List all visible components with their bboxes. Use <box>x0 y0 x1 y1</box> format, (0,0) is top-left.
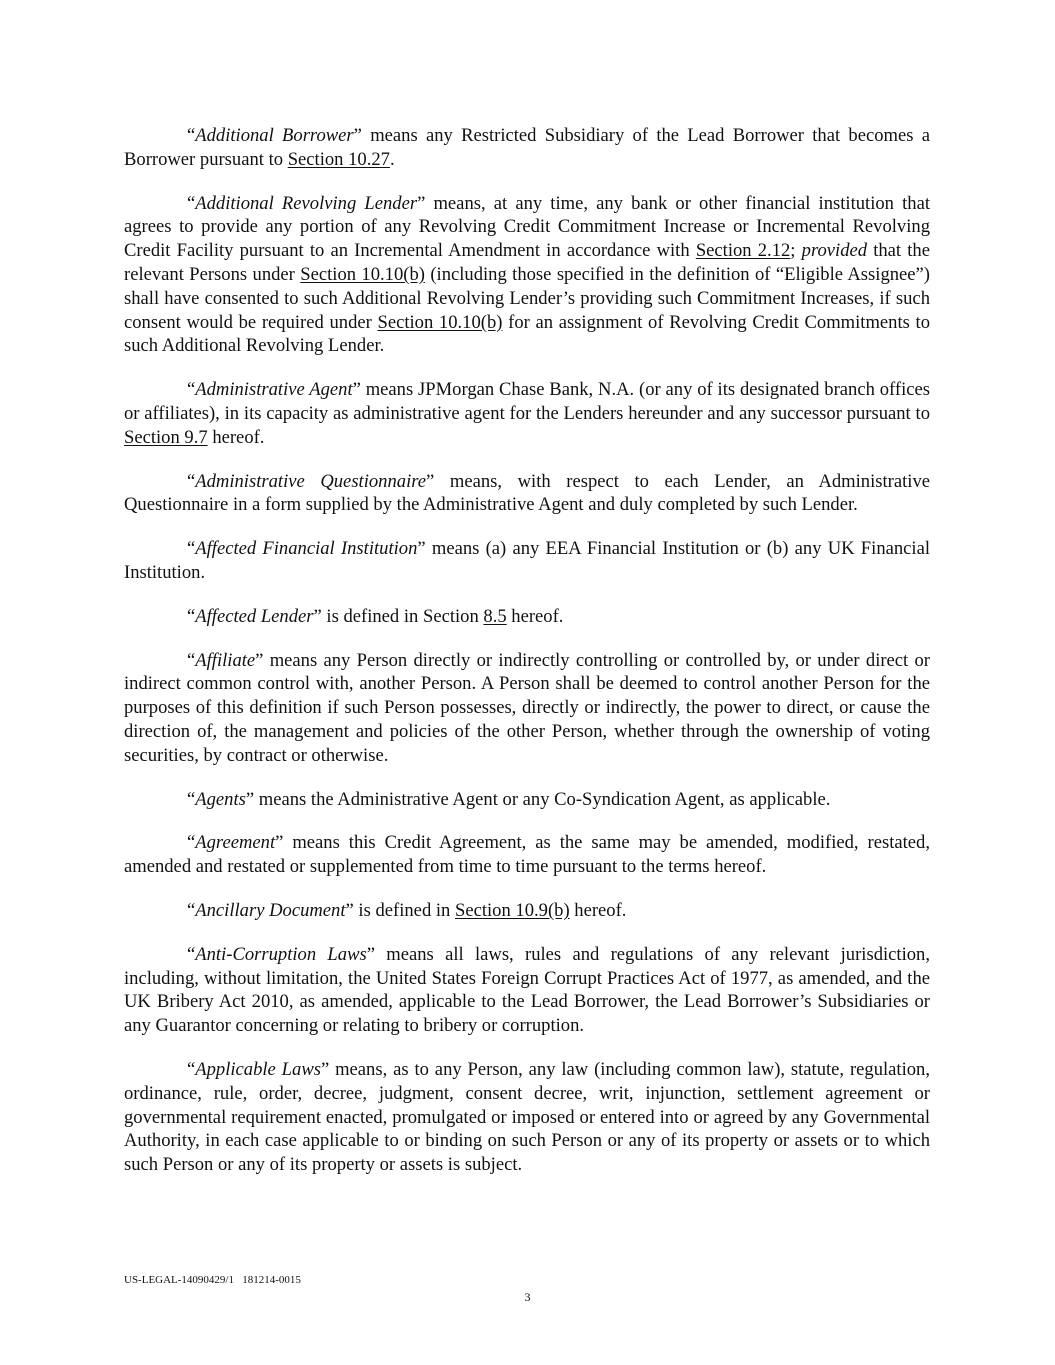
defined-term: Administrative Questionnaire <box>195 470 427 492</box>
definition-text: ” is defined in <box>345 899 455 921</box>
defined-term: Affiliate <box>195 649 256 671</box>
definition-text: ” means, as to any Person, any law (including common law), statute, regulation, ordinance, rule, order, decree, judgment, consent decree, writ, injunction, settlement agreement or governmental requirement enacted, promulgated or imposed or entered into or agreed by any Governmental Authority, in each case applicable to or binding on such Person or any of its property or assets or to which such Person or any of its property or assets is subject. <box>124 1058 930 1176</box>
definition-ancillary-document <box>124 899 930 923</box>
emphasis-text: provided <box>801 240 868 262</box>
definition-affiliate <box>124 649 930 768</box>
definition-text: ” means any Restricted Subsidiary of the Lead Borrower that becomes a Borrower pursuant to <box>124 125 930 170</box>
definition-text: (including those specified in the definition of “Eligible Assignee”) shall have consented to such Additional Revolving Lender’s providing such Commitment Increases, if such consent would be required under <box>124 263 930 333</box>
definition-text: “ <box>187 832 196 854</box>
definition-text: ; <box>790 240 802 262</box>
definition-text: “ <box>187 788 196 810</box>
definition-text: ” means all laws, rules and regulations of any relevant jurisdiction, including, without limitation, the United States Foreign Corrupt Practices Act of 1977, as amended, and the UK Bribery Act 2010, as amended, applicable to the Lead Borrower, the Lead Borrower’s Subsidiaries or any Guarantor concerning or relating to bribery or corruption. <box>124 943 930 1037</box>
section-reference: Section 9.7 <box>124 426 208 448</box>
page-number: 3 <box>524 1290 531 1304</box>
section-reference: Section 10.9(b) <box>455 899 570 921</box>
definition-text: ” means (a) any EEA Financial Institution or (b) any UK Financial Institution. <box>124 538 931 583</box>
definition-text: for an assignment of Revolving Credit Commitments to such Additional Revolving Lender. <box>124 311 930 357</box>
definition-text: “ <box>187 649 196 671</box>
definition-text: ” means, at any time, any bank or other financial institution that agrees to provide any portion of any Revolving Credit Commitment Increase or Incremental Revolving Credit Facility pursuant to an Incremental Amendment in accordance with <box>124 192 930 262</box>
definition-text: “ <box>187 538 196 560</box>
definition-text: hereof. <box>207 426 265 448</box>
section-reference: 8.5 <box>483 605 507 627</box>
definition-affected-financial-institution <box>124 537 930 585</box>
definition-text: hereof. <box>569 899 627 921</box>
definition-text: “ <box>187 192 196 214</box>
definition-agreement <box>124 831 930 879</box>
definition-text: ” means, with respect to each Lender, an Administrative Questionnaire in a form supplied by the Administrative Agent and duly completed by such Lender. <box>124 470 930 516</box>
defined-term: Affected Financial Institution <box>195 538 418 560</box>
definition-text: ” means any Person directly or indirectly controlling or controlled by, or under direct or indirect common control with, another Person. A Person shall be deemed to control another Person for the purposes of this definition if such Person possesses, directly or indirectly, the power to direct, or cause the direction of, the management and policies of the other Person, whether through the ownership of voting securities, by contract or otherwise. <box>124 649 930 766</box>
definition-additional-borrower <box>124 124 930 172</box>
defined-term: Affected Lender <box>195 605 314 627</box>
defined-term: Additional Borrower <box>195 125 354 146</box>
definition-affected-lender <box>124 605 930 629</box>
footer-document-id: US-LEGAL-14090429/1 181214-0015 <box>124 1274 301 1286</box>
definition-text: hereof. <box>506 605 564 627</box>
definition-text: “ <box>187 943 196 965</box>
defined-term: Administrative Agent <box>195 379 353 401</box>
section-reference: Section 10.27 <box>287 148 390 170</box>
definition-applicable-laws <box>124 1058 930 1177</box>
definition-administrative-agent <box>124 378 930 449</box>
defined-term: Additional Revolving Lender <box>195 192 418 214</box>
definition-text: . <box>389 148 395 170</box>
definition-text: “ <box>187 1058 196 1080</box>
definition-text: ” means JPMorgan Chase Bank, N.A. (or any of its designated branch offices or affiliates), in its capacity as administrative agent for the Lenders hereunder and any successor pursuant to <box>124 379 930 424</box>
definition-administrative-questionnaire <box>124 470 930 518</box>
definitions-section <box>124 124 930 1197</box>
definition-text: “ <box>187 899 196 921</box>
definition-text: ” means the Administrative Agent or any Co-Syndication Agent, as applicable. <box>245 788 831 810</box>
definition-additional-revolving-lender <box>124 192 930 359</box>
defined-term: Applicable Laws <box>195 1058 321 1080</box>
defined-term: Ancillary Document <box>195 899 346 921</box>
definition-text: ” means this Credit Agreement, as the same may be amended, modified, restated, amended and restated or supplemented from time to time pursuant to the terms hereof. <box>124 832 930 878</box>
definition-text: “ <box>187 379 196 401</box>
definition-anti-corruption-laws <box>124 943 930 1038</box>
defined-term: Agents <box>195 788 246 810</box>
defined-term: Anti-Corruption Laws <box>195 943 367 965</box>
section-reference: Section 10.10(b) <box>300 263 425 285</box>
section-reference: Section 10.10(b) <box>377 311 503 333</box>
definition-text: “ <box>187 605 196 627</box>
definition-text: ” is defined in Section <box>313 605 484 627</box>
definition-text: “ <box>187 470 196 492</box>
defined-term: Agreement <box>195 832 276 854</box>
section-reference: Section 2.12 <box>695 240 791 262</box>
definition-text: that the relevant Persons under <box>124 240 930 285</box>
definition-text: “ <box>187 125 196 146</box>
definition-agents <box>124 788 930 812</box>
